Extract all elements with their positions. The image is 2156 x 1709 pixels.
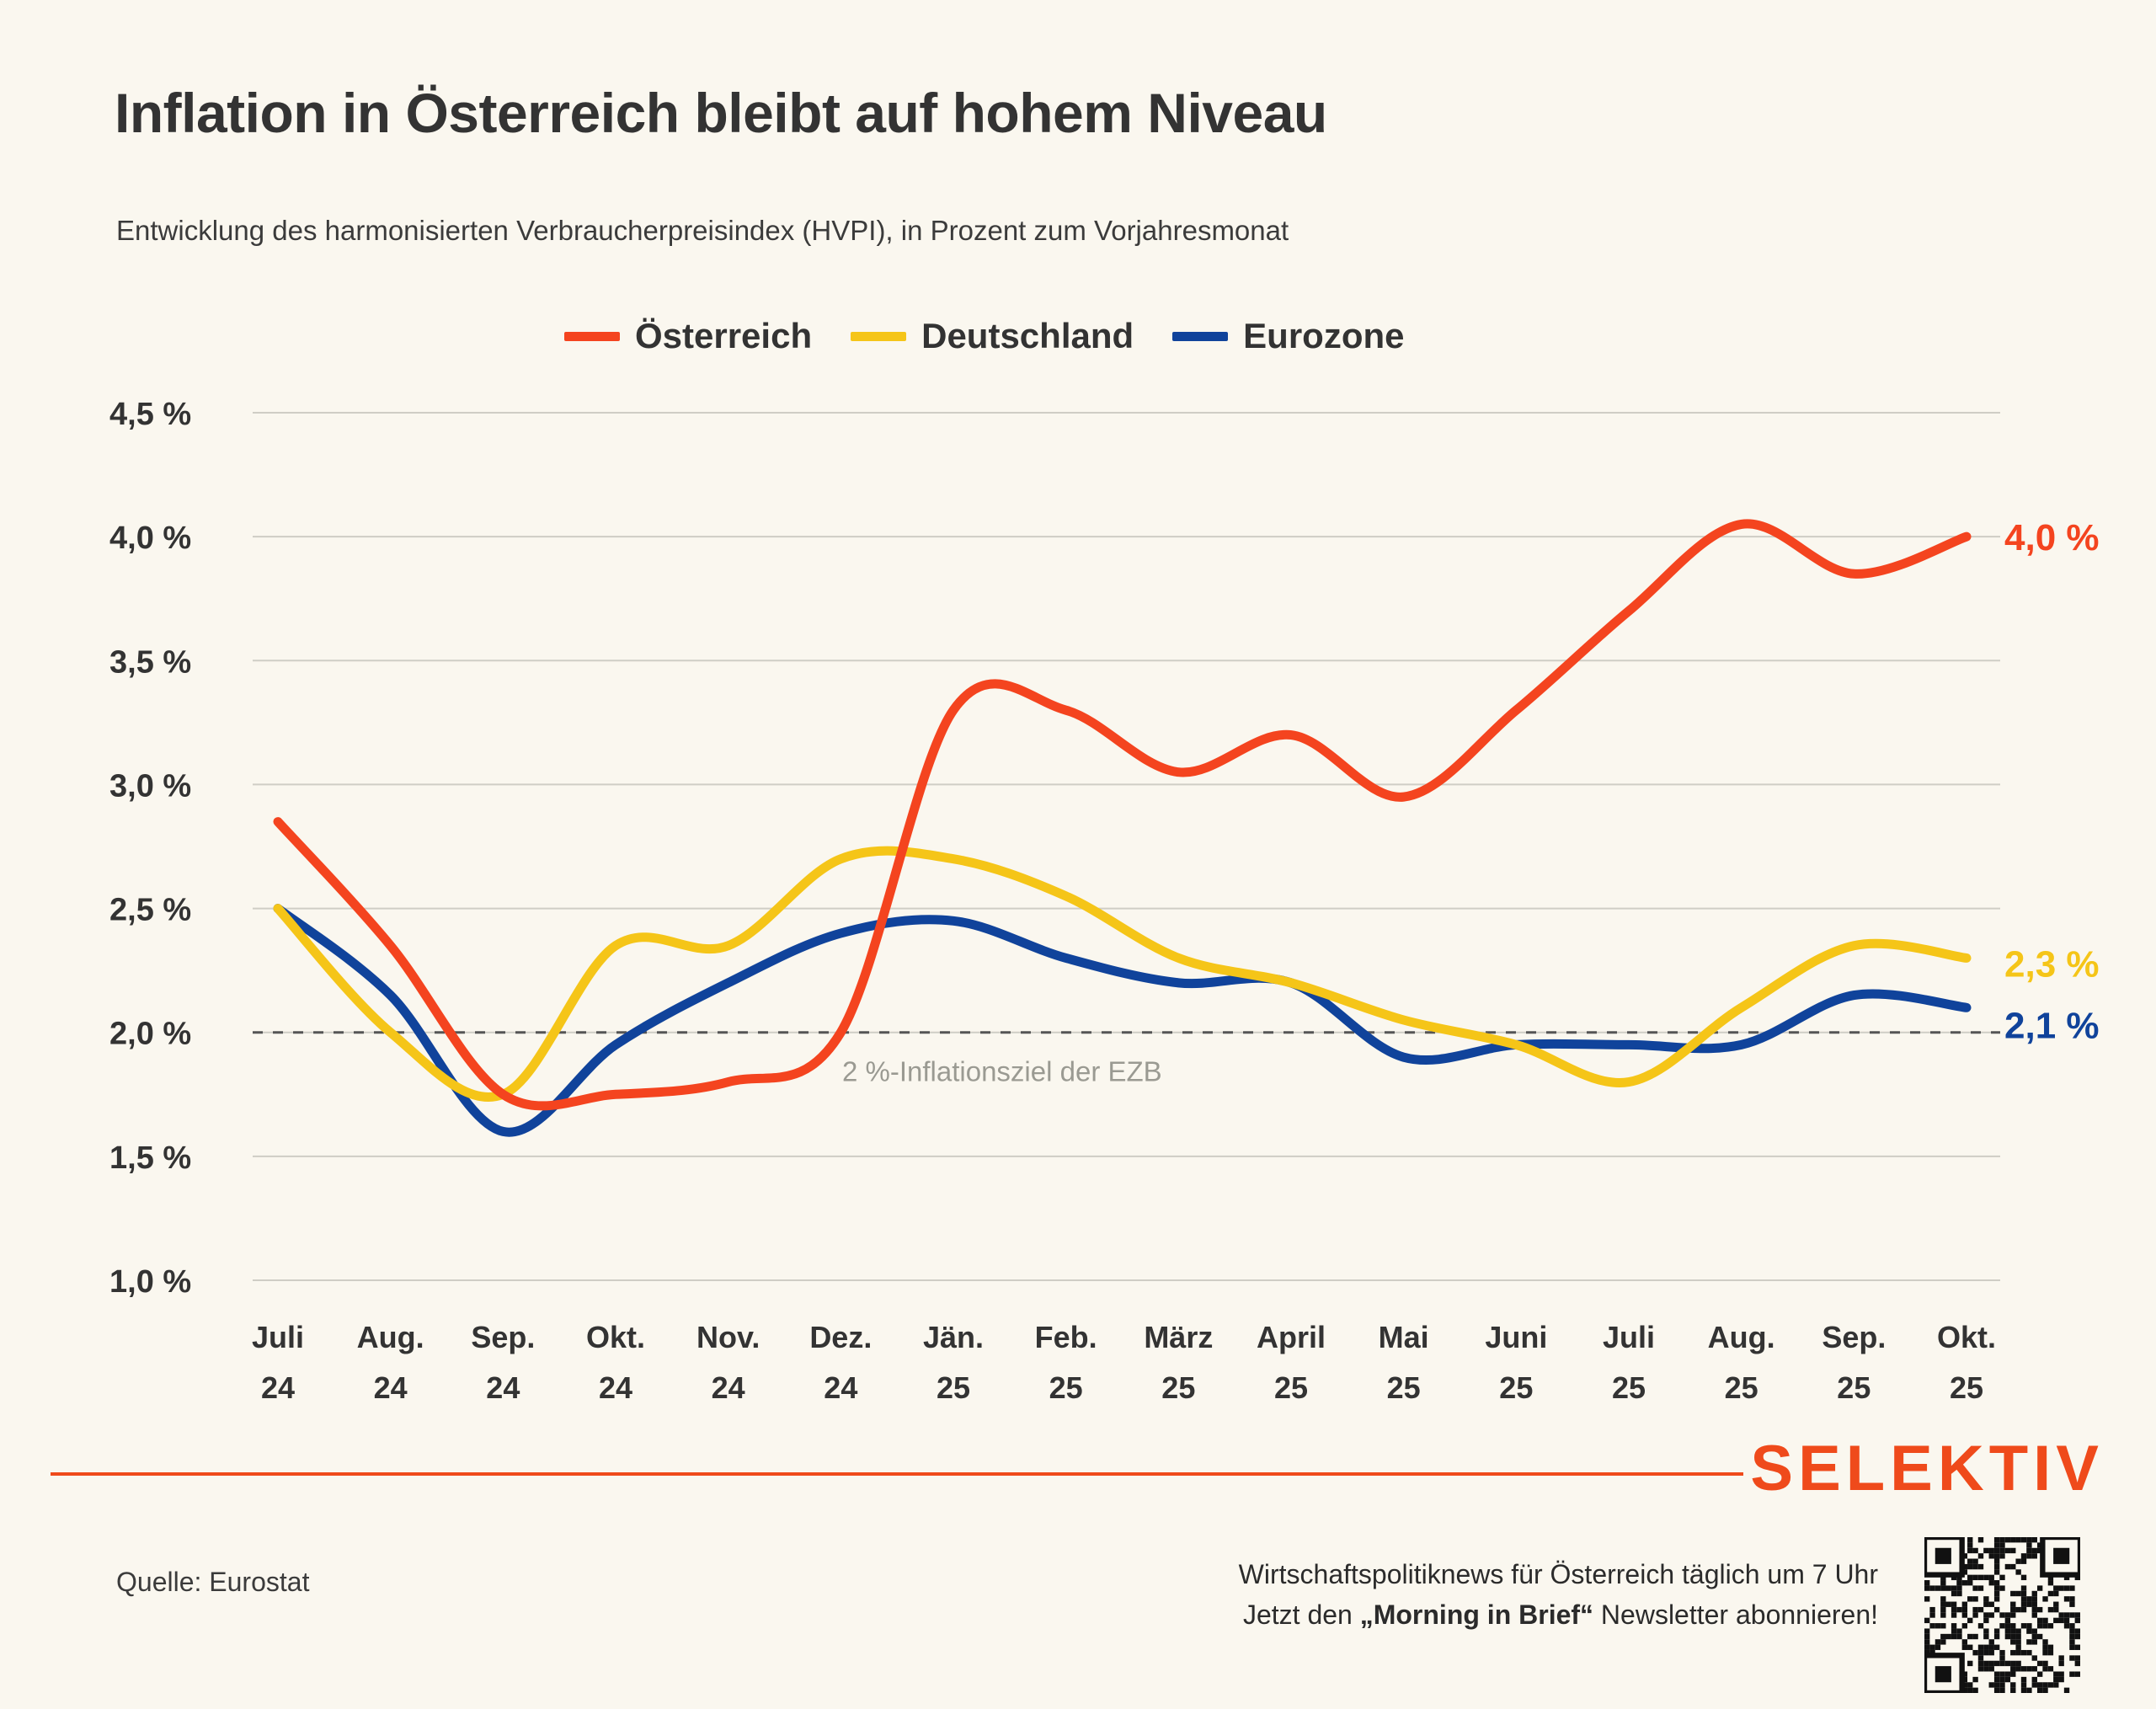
promo-pre: Jetzt den — [1242, 1600, 1360, 1630]
y-axis-tick-label: 3,0 % — [109, 768, 192, 804]
legend-label-eurozone: Eurozone — [1243, 316, 1405, 355]
x-axis-tick-label: März — [1144, 1320, 1214, 1354]
x-axis-tick-year: 25 — [936, 1370, 971, 1405]
x-axis-tick-year: 24 — [711, 1370, 745, 1405]
x-axis-tick-label: Juli — [1602, 1320, 1656, 1354]
x-axis-tick-year: 25 — [1837, 1370, 1871, 1405]
brand-logo: SELEKTIV — [1750, 1433, 2104, 1504]
x-axis-tick-year: 25 — [1049, 1370, 1083, 1405]
series-line-österreich — [278, 524, 1967, 1106]
promo-post: Newsletter abonnieren! — [1593, 1600, 1878, 1630]
chart-subtitle: Entwicklung des harmonisierten Verbraucherpreisindex (HVPI), in Prozent zum Vorjahresmonat — [116, 215, 1289, 246]
ecb-target-annotation: 2 %-Inflationsziel der EZB — [842, 1055, 1162, 1087]
y-axis-tick-label: 4,5 % — [109, 397, 192, 432]
promo-bold: „Morning in Brief“ — [1359, 1600, 1594, 1630]
x-axis-tick-label: Jän. — [922, 1320, 985, 1354]
legend-label-oesterreich: Österreich — [635, 316, 813, 355]
y-axis-tick-label: 2,5 % — [109, 892, 192, 928]
x-axis-tick-year: 25 — [1499, 1370, 1534, 1405]
x-axis-tick-label: Aug. — [356, 1320, 424, 1354]
x-axis-tick-label: Sep. — [471, 1320, 536, 1354]
series-line-eurozone — [278, 909, 1967, 1133]
newsletter-promo — [1239, 1554, 1878, 1635]
x-axis-tick-year: 25 — [1611, 1370, 1646, 1405]
y-axis-tick-label: 2,0 % — [109, 1016, 192, 1052]
x-axis-tick-year: 25 — [1949, 1370, 1984, 1405]
x-axis-tick-label: Okt. — [585, 1320, 646, 1354]
y-axis-tick-label: 1,0 % — [109, 1264, 192, 1300]
y-axis-tick-label: 3,5 % — [109, 644, 192, 681]
end-value-label-eurozone: 2,1 % — [2004, 1005, 2100, 1047]
x-axis-tick-label: Juni — [1485, 1320, 1548, 1354]
promo-line-2 — [1239, 1594, 1878, 1635]
qr-code-icon — [1924, 1537, 2080, 1693]
x-axis-tick-label: Aug. — [1707, 1320, 1775, 1354]
end-value-label-deutschland: 2,3 % — [2004, 943, 2100, 985]
y-axis-tick-label: 1,5 % — [109, 1140, 192, 1176]
promo-line-1: Wirtschaftspolitiknews für Österreich täglich um 7 Uhr — [1238, 1559, 1878, 1589]
end-value-label-österreich: 4,0 % — [2004, 517, 2100, 559]
x-axis-tick-label: Mai — [1378, 1320, 1429, 1354]
x-axis-tick-year: 24 — [824, 1370, 858, 1405]
y-axis-tick-label: 4,0 % — [109, 521, 192, 557]
page-title: Inflation in Österreich bleibt auf hohem Niveau — [115, 82, 1327, 144]
x-axis-tick-label: Dez. — [809, 1320, 873, 1354]
x-axis-tick-year: 24 — [373, 1370, 408, 1405]
legend-label-deutschland: Deutschland — [921, 316, 1134, 355]
x-axis-tick-year: 25 — [1724, 1370, 1758, 1405]
x-axis-tick-label: Okt. — [1936, 1320, 1997, 1354]
x-axis-tick-year: 24 — [598, 1370, 633, 1405]
source-note: Quelle: Eurostat — [116, 1567, 310, 1597]
x-axis-tick-label: Sep. — [1822, 1320, 1886, 1354]
x-axis-tick-year: 24 — [260, 1370, 296, 1405]
x-axis-tick-year: 25 — [1161, 1370, 1196, 1405]
x-axis-tick-label: Nov. — [696, 1320, 760, 1354]
x-axis-tick-label: Juli — [251, 1320, 305, 1354]
x-axis-tick-label: April — [1256, 1320, 1326, 1354]
footer-divider — [51, 1472, 1743, 1476]
x-axis-tick-year: 24 — [486, 1370, 520, 1405]
x-axis-tick-year: 25 — [1386, 1370, 1421, 1405]
x-axis-tick-label: Feb. — [1034, 1320, 1097, 1354]
x-axis-tick-year: 25 — [1273, 1370, 1309, 1405]
